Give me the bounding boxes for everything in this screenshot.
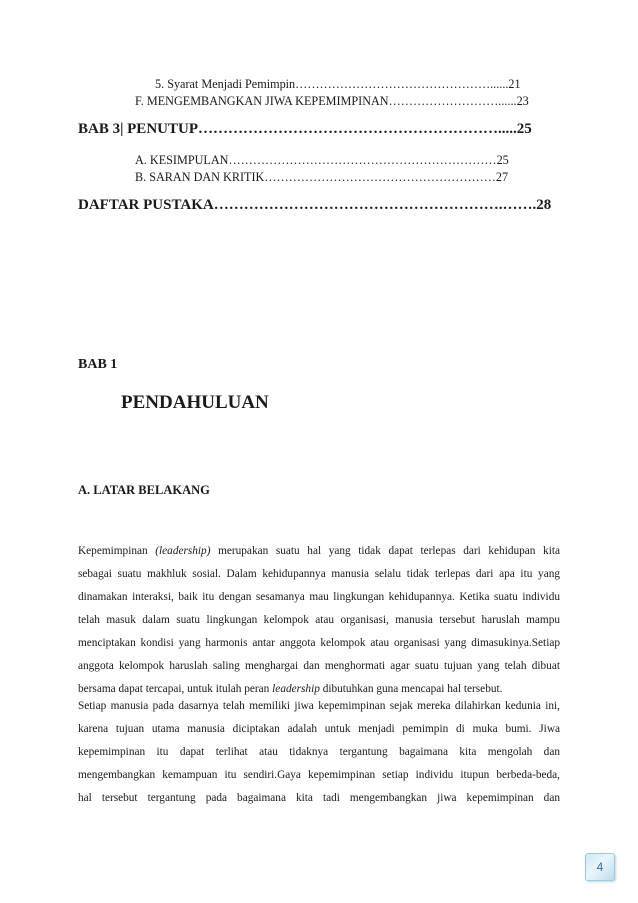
toc-item-kesimpulan: A. KESIMPULAN…………………………………………………………25 bbox=[135, 153, 509, 167]
body-paragraph-2 bbox=[78, 695, 560, 810]
paragraph-line: Setiap manusia pada dasarnya telah memiliki jiwa kepemimpinan sejak mereka dilahirkan kedunia ini, bbox=[78, 700, 560, 712]
paragraph-line: karena tujuan utama manusia diciptakan adalah untuk menjadi pemimpin di muka bumi. Jiwa bbox=[78, 723, 560, 735]
chapter-label: BAB 1 bbox=[78, 357, 118, 372]
toc-item-daftar-pustaka: DAFTAR PUSTAKA………………………………………………….…….28 bbox=[78, 197, 552, 213]
toc-item-saran-dan-kritik: B. SARAN DAN KRITIK…………………………………………………27 bbox=[135, 170, 509, 184]
italic-term-leadership: (leadership) bbox=[155, 545, 211, 557]
italic-term-leadership: leadership bbox=[272, 683, 320, 695]
paragraph-line: telah masuk dalam suatu lingkungan kelompok atau organisasi, manusia tersebut haruslah mampu bbox=[78, 614, 560, 626]
toc-item-syarat-menjadi-pemimpin: 5. Syarat Menjadi Pemimpin…………………………………………......21 bbox=[155, 77, 521, 91]
paragraph-line: hal tersebut tergantung pada bagaimana kita tadi mengembangkan jiwa kepemimpinan dan bbox=[78, 792, 560, 804]
toc-item-mengembangkan-jiwa: F. MENGEMBANGKAN JIWA KEPEMIMPINAN………………………......23 bbox=[135, 94, 529, 108]
text-run: merupakan suatu hal yang tidak dapat terlepas dari kehidupan kita bbox=[210, 545, 560, 557]
section-title: A. LATAR BELAKANG bbox=[78, 483, 210, 497]
page-number-badge bbox=[585, 853, 615, 881]
chapter-title: PENDAHULUAN bbox=[121, 392, 269, 413]
text-run: dibutuhkan guna mencapai hal tersebut. bbox=[319, 683, 503, 695]
toc-item-bab3-penutup: BAB 3| PENUTUP…………………………………………………….....25 bbox=[78, 121, 532, 137]
text-run: Kepemimpinan bbox=[78, 545, 156, 557]
paragraph-line: mengembangkan kemampuan itu sendiri.Gaya kepemimpinan setiap individu itupun berbeda-beda, bbox=[78, 769, 560, 781]
page-number: 4 bbox=[596, 860, 604, 874]
paragraph-line: kepemimpinan itu dapat terlihat atau tidaknya tergantung bagaimana kita mengolah dan bbox=[78, 746, 560, 758]
paragraph-line: anggota kelompok haruslah saling menghargai dan menghormati agar suatu tujuan yang telah dibuat bbox=[78, 660, 560, 672]
text-run: bersama dapat tercapai, untuk itulah peran bbox=[78, 683, 273, 695]
paragraph-line bbox=[78, 540, 560, 563]
body-paragraph-1 bbox=[78, 540, 560, 701]
paragraph-line: menciptakan kondisi yang harmonis antar anggota kelompok atau organisasi yang dimasukinya.Setiap bbox=[78, 637, 560, 649]
paragraph-line: dinamakan interaksi, baik itu dengan sesamanya mau lingkungan kehidupannya. Ketika suatu individu bbox=[78, 591, 560, 603]
paragraph-line: sebagai suatu makhluk sosial. Dalam kehidupannya manusia selalu tidak terlepas dari apa itu yang bbox=[78, 568, 560, 580]
